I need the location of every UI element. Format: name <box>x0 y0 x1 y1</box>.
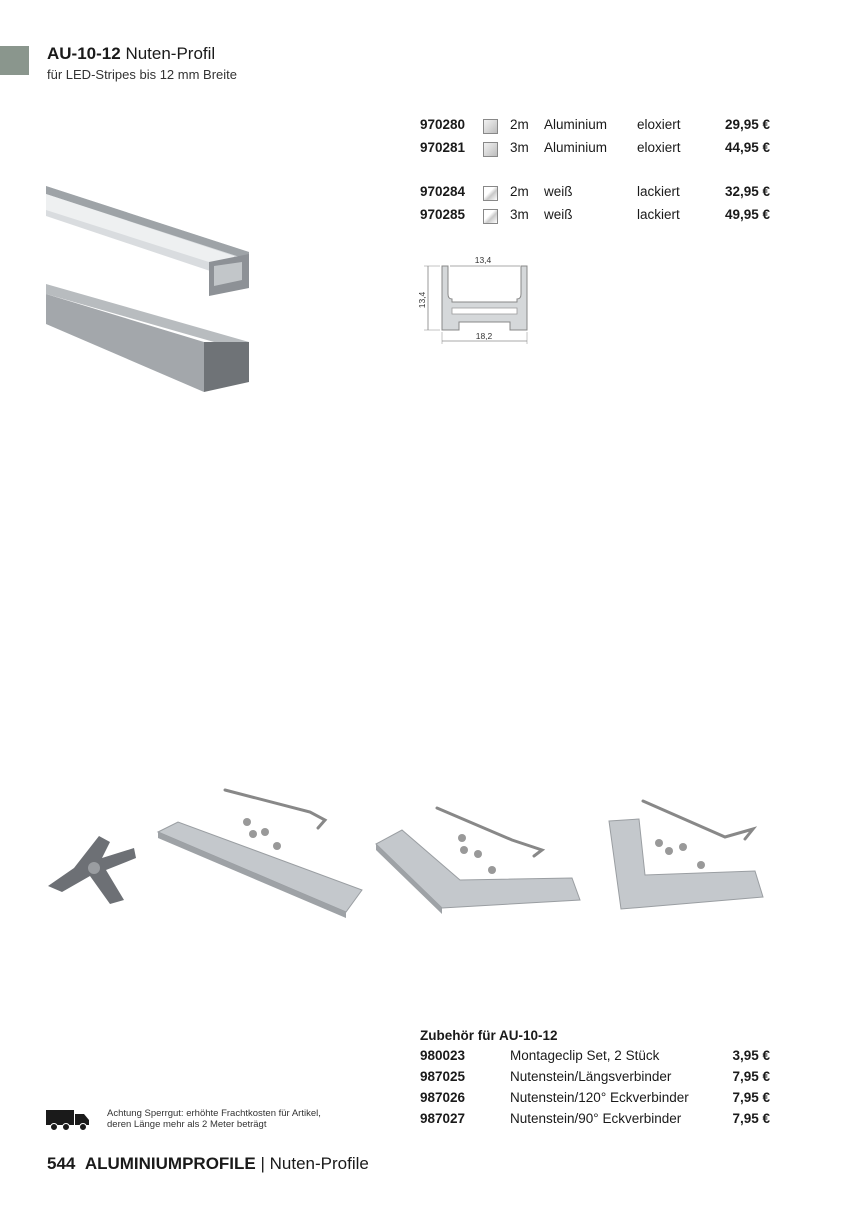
product-row: 970280 2m Aluminium eloxiert 29,95 € <box>420 117 770 132</box>
accessory-row: 987026 Nutenstein/120° Eckverbinder 7,95 € <box>420 1090 770 1105</box>
page-footer: 544 ALUMINIUMPROFILE | Nuten-Profile <box>47 1154 369 1173</box>
montageclip-photo <box>44 828 139 908</box>
accessory-row: 980023 Montageclip Set, 2 Stück 3,95 € <box>420 1048 770 1063</box>
swatch-white-icon <box>483 186 498 201</box>
dim-height: 13,4 <box>417 291 427 309</box>
page-subtitle: für LED-Stripes bis 12 mm Breite <box>47 67 238 82</box>
dim-bottom-width: 18,2 <box>475 331 493 341</box>
product-row: 970281 3m Aluminium eloxiert 44,95 € <box>420 140 770 155</box>
swatch-white-icon <box>483 209 498 224</box>
swatch-alu-icon <box>483 119 498 134</box>
swatch-alu-icon <box>483 142 498 157</box>
dim-top-width: 13,4 <box>474 255 492 265</box>
laengsverbinder-photo <box>150 780 365 920</box>
product-row: 970285 3m weiß lackiert 49,95 € <box>420 207 770 222</box>
product-row: 970284 2m weiß lackiert 32,95 € <box>420 184 770 199</box>
accessory-row: 987027 Nutenstein/90° Eckverbinder 7,95 € <box>420 1111 770 1126</box>
freight-note: Achtung Sperrgut: erhöhte Frachtkosten für Artikel, deren Länge mehr als 2 Meter beträgt <box>107 1108 321 1130</box>
accessory-row: 987025 Nutenstein/Längsverbinder 7,95 € <box>420 1069 770 1084</box>
truck-icon <box>46 1108 92 1132</box>
profile-cross-section-diagram <box>412 252 542 352</box>
accessories-heading: Zubehör für AU-10-12 <box>420 1028 558 1043</box>
eckverbinder-120-photo <box>372 800 587 920</box>
page-title: AU-10-12 Nuten-Profil <box>47 44 216 63</box>
section-tab-marker <box>0 46 29 75</box>
eckverbinder-90-photo <box>605 795 775 920</box>
profile-photo-closed <box>44 282 254 397</box>
